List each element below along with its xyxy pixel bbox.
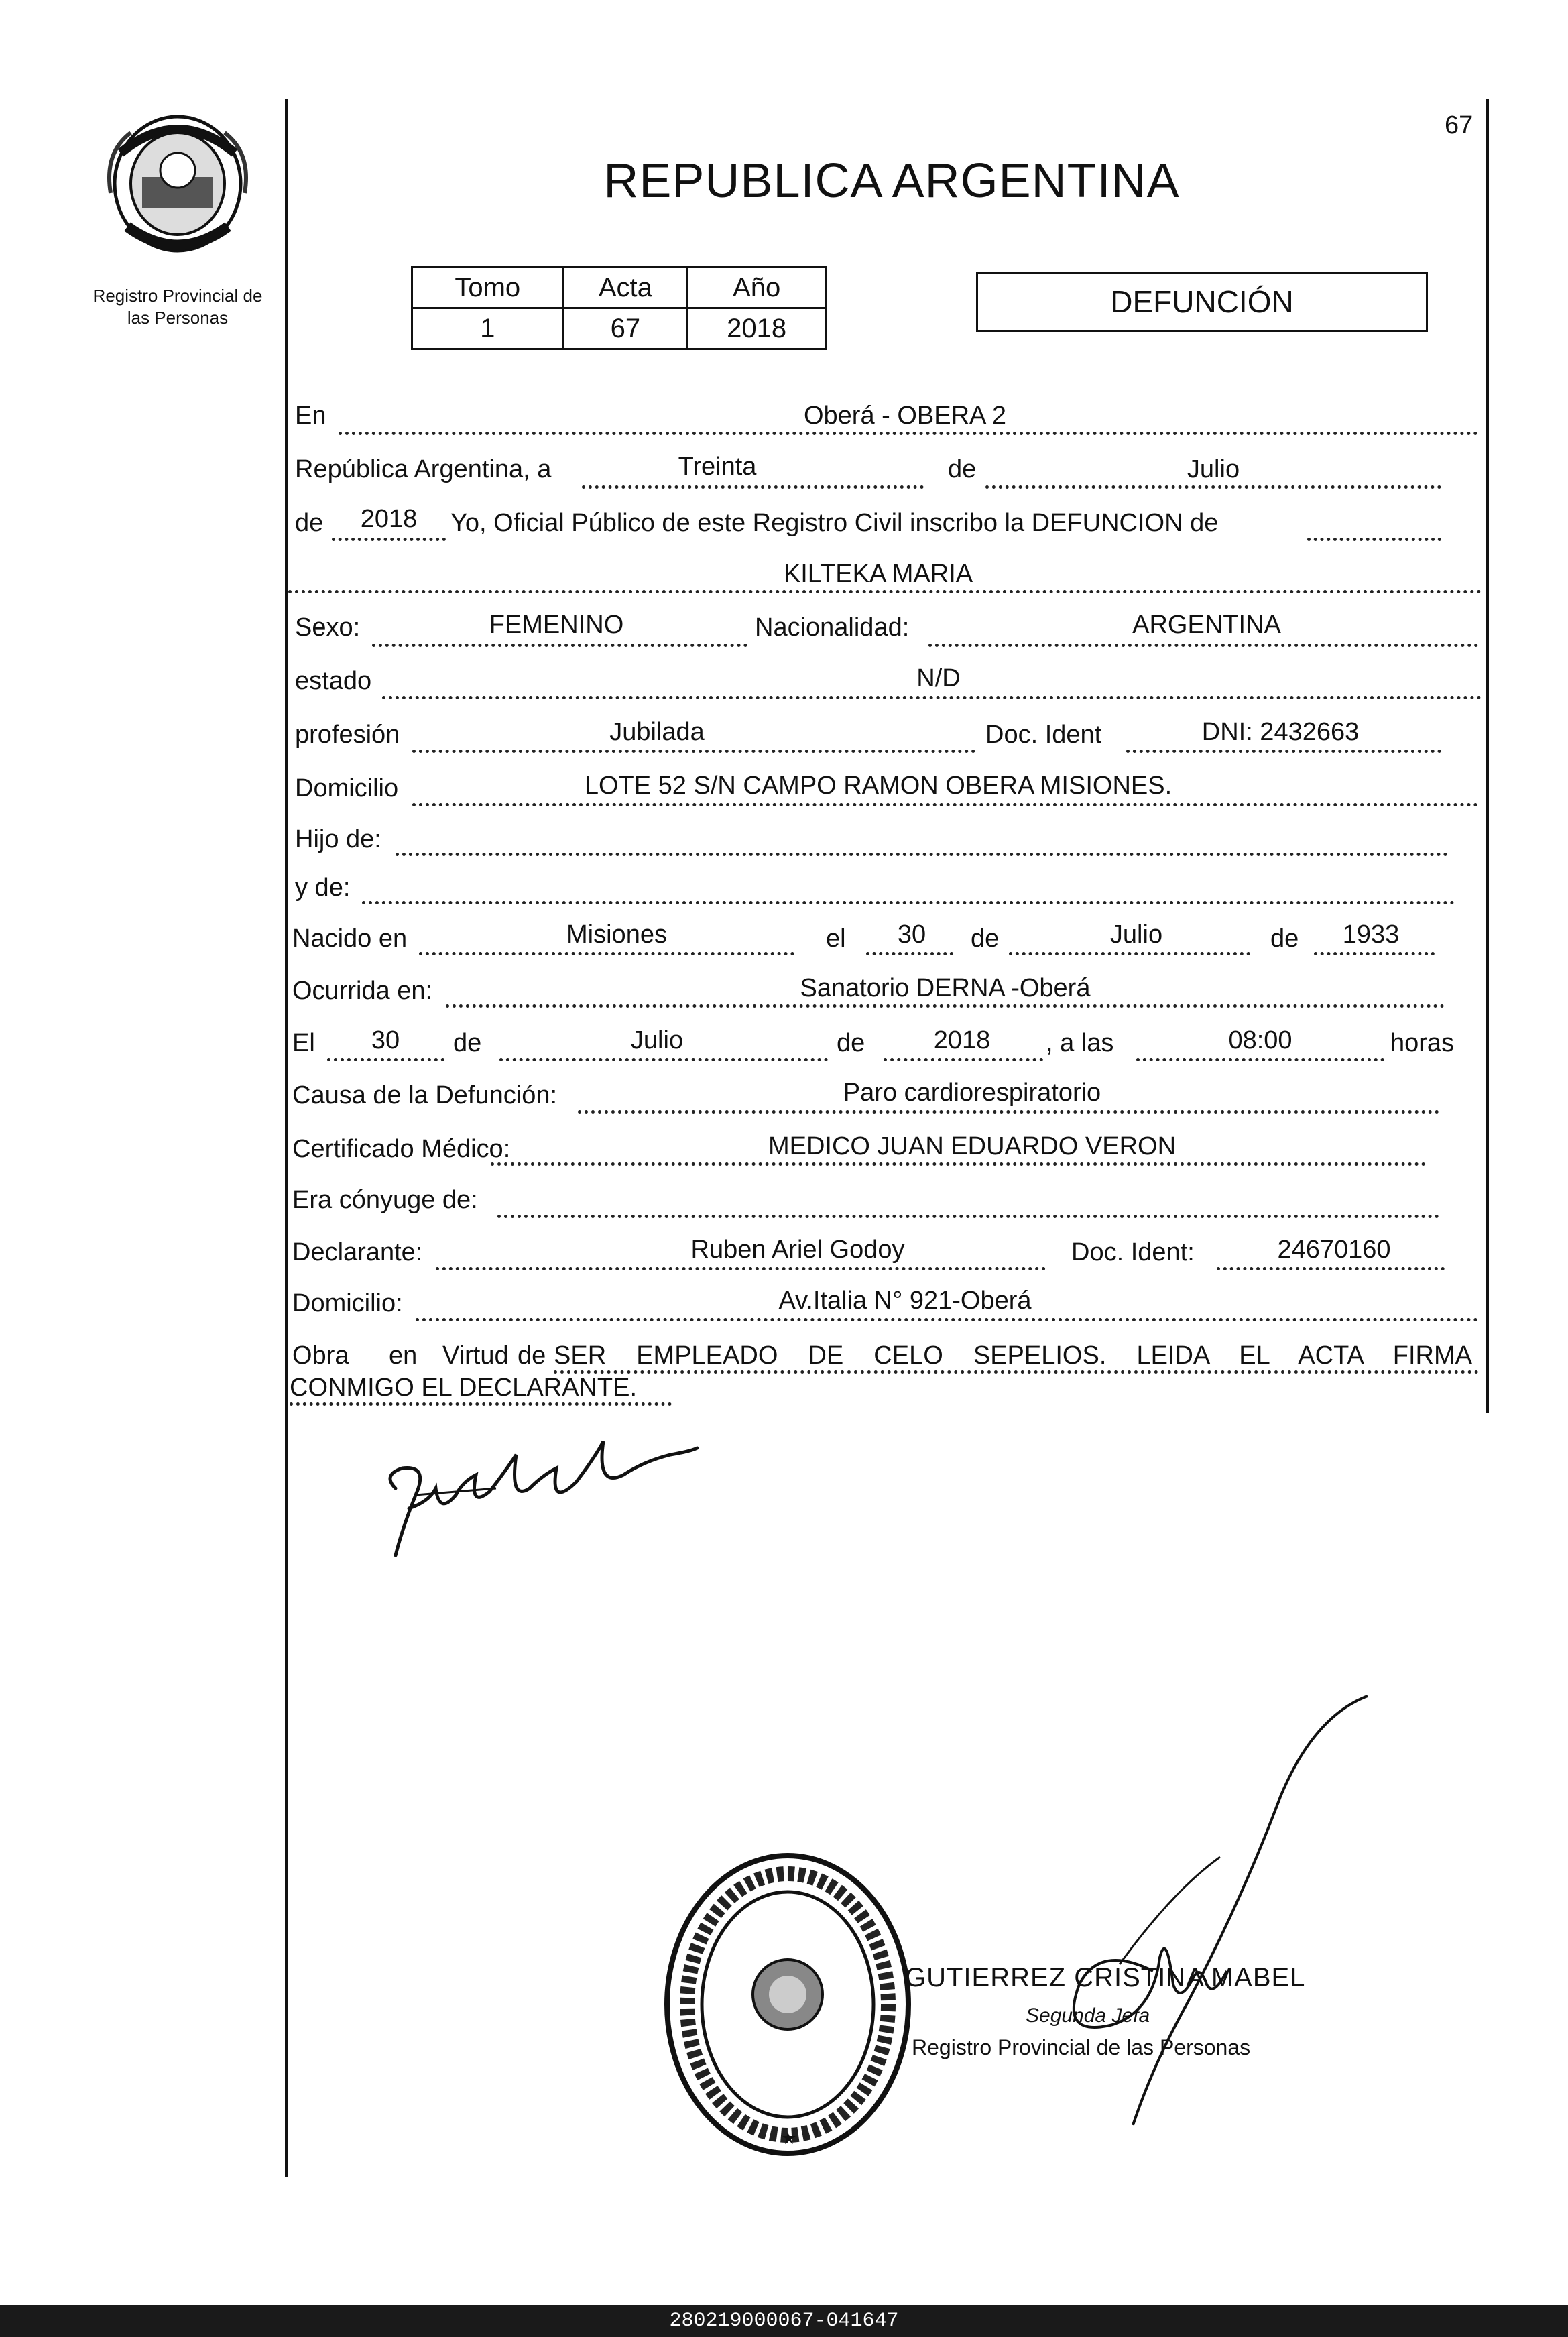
dotline-birthday — [866, 952, 953, 955]
birth-day-value: 30 — [897, 920, 926, 949]
month-value: Julio — [1187, 455, 1240, 483]
dotline-sexo — [372, 644, 747, 647]
dotline-ocurrida — [446, 1004, 1445, 1008]
deceased-name: KILTEKA MARIA — [783, 560, 973, 588]
dotline-en — [339, 432, 1478, 435]
dotline-hijo — [396, 853, 1448, 856]
dotline-conyuge — [497, 1215, 1439, 1218]
header-acta: Acta — [563, 267, 688, 308]
dotline-domicilio2 — [416, 1318, 1478, 1321]
dotline-nacido — [419, 952, 794, 955]
header-ano: Año — [688, 267, 826, 308]
dotline-deathtime — [1136, 1058, 1384, 1061]
yde-label: y de: — [295, 874, 351, 902]
dotline-birthmonth — [1009, 952, 1250, 955]
a-las-label: , a las — [1046, 1029, 1114, 1057]
official-name: GUTIERREZ CRISTINA MABEL — [905, 1963, 1306, 1992]
declarante-domicilio-value: Av.Italia N° 921-Oberá — [778, 1286, 1032, 1315]
death-month-value: Julio — [630, 1026, 684, 1055]
dotline-deathyear — [884, 1058, 1043, 1061]
header-tomo: Tomo — [412, 267, 563, 308]
death-time-value: 08:00 — [1228, 1026, 1292, 1055]
dotline-domicilio — [412, 803, 1478, 806]
nacido-label: Nacido en — [292, 924, 408, 953]
obra-label: Obra — [292, 1341, 349, 1370]
estado-label: estado — [295, 667, 372, 695]
dotline-profesion — [412, 750, 975, 753]
official-role: Segunda Jefa — [1026, 2004, 1150, 2027]
right-margin-line — [1486, 99, 1489, 1413]
dotline-year — [332, 538, 446, 541]
declarante-label: Declarante: — [292, 1238, 423, 1266]
de-label-1: de — [948, 455, 977, 483]
dotline-birthyear — [1314, 952, 1435, 955]
sexo-value: FEMENINO — [489, 611, 624, 639]
nacido-en-value: Misiones — [566, 920, 667, 949]
dotline-estado — [382, 696, 1482, 699]
value-acta: 67 — [563, 308, 688, 349]
doc-ident-value: DNI: 2432663 — [1201, 718, 1360, 746]
dotline-declarante — [436, 1267, 1046, 1270]
domicilio2-label: Domicilio: — [292, 1289, 403, 1317]
dotline-deathmonth — [499, 1058, 828, 1061]
el2-label: El — [292, 1029, 315, 1057]
de-label-5: de — [453, 1029, 482, 1057]
left-margin-line — [285, 99, 288, 2177]
official-signature-icon — [999, 1689, 1374, 2145]
sexo-label: Sexo: — [295, 613, 361, 642]
page-number: 67 — [1445, 111, 1473, 139]
de-label-4: de — [1270, 924, 1299, 953]
dotline-docident — [1126, 750, 1441, 753]
hijo-label: Hijo de: — [295, 825, 381, 853]
de-label-7: de — [518, 1341, 546, 1370]
dotline-obra1 — [554, 1370, 1479, 1374]
certificado-value: MEDICO JUAN EDUARDO VERON — [768, 1132, 1177, 1160]
dotline-causa — [578, 1110, 1439, 1114]
dotline-name — [288, 590, 1482, 593]
dotline-declarante-doc — [1217, 1267, 1445, 1270]
declarante-doc-value: 24670160 — [1277, 1236, 1391, 1264]
doc-ident2-label: Doc. Ident: — [1071, 1238, 1195, 1266]
value-ano: 2018 — [688, 308, 826, 349]
death-year-value: 2018 — [933, 1026, 991, 1055]
dotline-month — [985, 485, 1441, 489]
obra-text-line2: CONMIGO EL DECLARANTE. — [290, 1374, 638, 1402]
en-virtud-label: en — [389, 1341, 418, 1370]
causa-label: Causa de la Defunción: — [292, 1081, 558, 1110]
ocurrida-label: Ocurrida en: — [292, 977, 433, 1005]
estado-value: N/D — [916, 664, 961, 693]
profesion-value: Jubilada — [609, 718, 705, 746]
nacionalidad-label: Nacionalidad: — [755, 613, 910, 642]
dotline-yde — [362, 901, 1455, 904]
doc-ident-label: Doc. Ident — [985, 721, 1102, 749]
misiones-seal-icon — [101, 113, 255, 261]
virtud-label: Virtud — [442, 1341, 509, 1370]
republica-label: República Argentina, a — [295, 455, 552, 483]
delegation-stamp-icon — [660, 1850, 915, 2159]
doc-type-box: DEFUNCIÓN — [976, 272, 1428, 332]
dotline-deathday — [327, 1058, 444, 1061]
declarant-signature-icon — [375, 1428, 711, 1569]
causa-value: Paro cardiorespiratorio — [843, 1079, 1101, 1107]
certificado-label: Certificado Médico: — [292, 1135, 511, 1163]
death-day-value: 30 — [371, 1026, 400, 1055]
dotline-obra2 — [290, 1402, 672, 1406]
de-label-2: de — [295, 509, 324, 537]
horas-label: horas — [1390, 1029, 1455, 1057]
record-table — [411, 266, 827, 350]
de-label-3: de — [971, 924, 1000, 953]
year-value: 2018 — [360, 505, 418, 533]
profesion-label: profesión — [295, 721, 400, 749]
nacionalidad-value: ARGENTINA — [1132, 611, 1281, 639]
official-org: Registro Provincial de las Personas — [912, 2035, 1251, 2059]
en-label: En — [295, 402, 326, 430]
ocurrida-value: Sanatorio DERNA -Oberá — [800, 974, 1091, 1002]
footer-code: 280219000067-041647 — [0, 2305, 1568, 2337]
inscribo-text: Yo, Oficial Público de este Registro Civil inscribo la DEFUNCION de — [450, 509, 1219, 537]
birth-month-value: Julio — [1109, 920, 1163, 949]
dotline-certificado — [491, 1162, 1426, 1166]
dotline-day — [582, 485, 924, 489]
value-tomo: 1 — [412, 308, 563, 349]
domicilio-value: LOTE 52 S/N CAMPO RAMON OBERA MISIONES. — [584, 772, 1172, 800]
registry-line-2: las Personas — [127, 308, 229, 328]
obra-text-line1: SER EMPLEADO DE CELO SEPELIOS. LEIDA EL ACTA FIRMA — [554, 1341, 1472, 1370]
day-words-value: Treinta — [678, 453, 757, 481]
dotline-nacionalidad — [928, 644, 1478, 647]
el-label: el — [826, 924, 846, 953]
de-label-6: de — [837, 1029, 865, 1057]
place-value: Oberá - OBERA 2 — [803, 402, 1006, 430]
conyuge-label: Era cónyuge de: — [292, 1186, 478, 1214]
dotline-inscribo — [1307, 538, 1441, 541]
domicilio-label: Domicilio — [295, 774, 399, 802]
birth-year-value: 1933 — [1342, 920, 1400, 949]
declarante-value: Ruben Ariel Godoy — [690, 1236, 905, 1264]
page-title: REPUBLICA ARGENTINA — [603, 154, 1180, 208]
registry-line-1: Registro Provincial de — [93, 286, 263, 306]
